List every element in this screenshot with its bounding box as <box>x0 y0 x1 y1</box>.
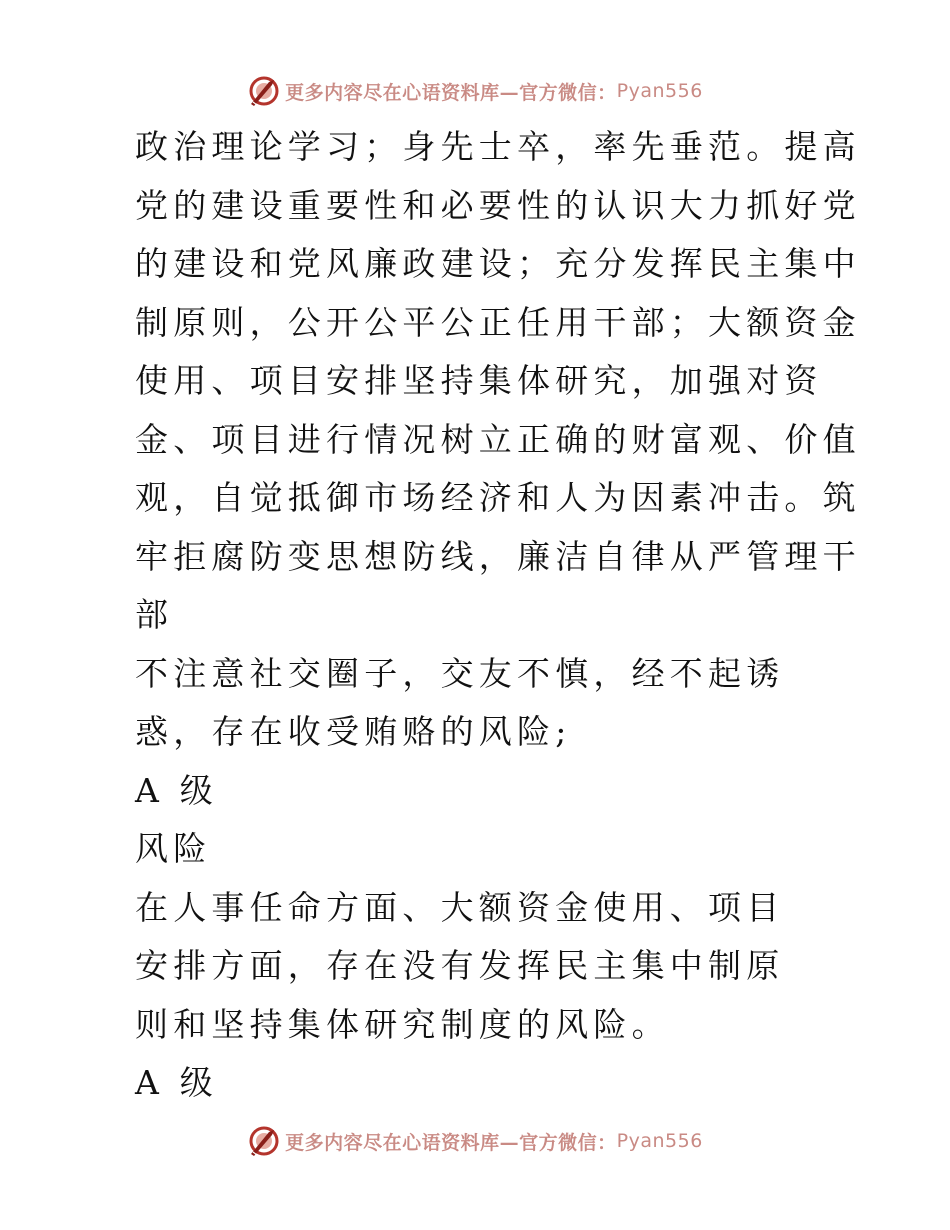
risk-label: 风险 <box>135 829 212 868</box>
text-line: 惑，存在收受贿赂的风险; <box>135 712 572 751</box>
text-line: 观，自觉抵御市场经济和人为因素冲击。筑 <box>135 478 861 517</box>
header-watermark-banner <box>0 71 950 111</box>
logo-icon <box>247 74 281 108</box>
text-line: 金、项目进行情况树立正确的财富观、价值 <box>135 419 861 459</box>
text-line: 制原则，公开公平公正任用干部；大额资金 <box>135 302 861 342</box>
text-line: 安排方面，存在没有发挥民主集中制原 <box>135 946 785 985</box>
text-line: 党的建设重要性和必要性的认识大力抓好党 <box>135 185 861 225</box>
footer-banner-wechat: Pyan556 <box>616 1130 703 1152</box>
text-line: 部 <box>135 595 174 634</box>
text-line: 的建设和党风廉政建设；充分发挥民主集中 <box>135 244 861 283</box>
risk-level-label: A 级 <box>135 770 218 810</box>
header-banner-text: 更多内容尽在心语资料库—官方微信： <box>285 81 617 104</box>
text-line: 不注意社交圈子，交友不慎，经不起诱 <box>135 653 785 693</box>
text-line: 政治理论学习；身先士卒，率先垂范。提高 <box>135 127 861 166</box>
text-line: 在人事任命方面、大额资金使用、项目 <box>135 887 785 927</box>
text-line: 则和坚持集体研究制度的风险。 <box>135 1004 670 1044</box>
document-body <box>135 118 861 1113</box>
footer-watermark-banner <box>0 1121 950 1161</box>
text-line: 使用、项目安排坚持集体研究，加强对资 <box>135 361 823 400</box>
text-line: 牢拒腐防变思想防线，廉洁自律从严管理干 <box>135 536 861 576</box>
footer-banner-text: 更多内容尽在心语资料库—官方微信： <box>285 1131 617 1154</box>
risk-level-label: A 级 <box>135 1063 218 1102</box>
header-banner-wechat: Pyan556 <box>616 80 703 102</box>
logo-icon <box>247 1124 281 1158</box>
